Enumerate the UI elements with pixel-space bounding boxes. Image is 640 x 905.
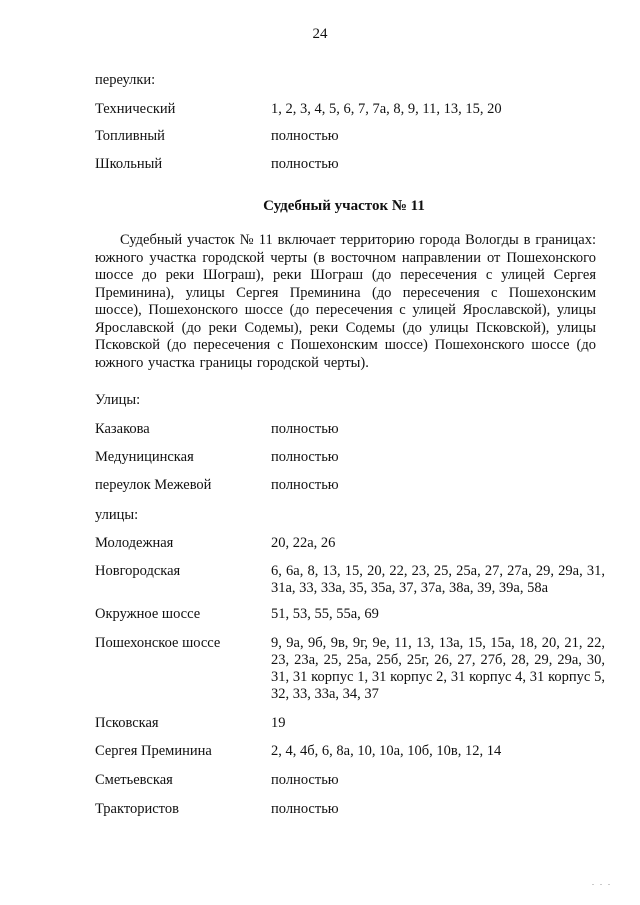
street-name: Трактористов (95, 801, 179, 817)
street-name: Новгородская (95, 563, 181, 579)
description-paragraph: Судебный участок № 11 включает территорию города Вологды в границах: южного участка городской черты (в восточном направлении от Пошехонского шоссе до реки Шограш), реки Шограш (до пересечения с улицей Сергея Преминина), улицы Сергея Преминина (до пересечения с Пошехонским шоссе), Пошехонского шоссе (до пересечения с улицей Ярославской), улицы Ярославской (до реки Содемы), реки Содемы (до улицы Псковской), улицы Псковской (до пересечения с Пошехонским шоссе) Пошехонского шоссе (до южного участка границы городской черты). (95, 232, 596, 371)
lane-value: полностью (271, 128, 339, 144)
lane-name: Топливный (95, 128, 165, 144)
street-value: 51, 53, 55, 55а, 69 (271, 606, 379, 622)
page-number: 24 (312, 26, 328, 42)
street-value: 20, 22а, 26 (271, 535, 336, 551)
street-name: Казакова (95, 421, 150, 437)
lane-name: Технический (95, 101, 176, 117)
street-value: 19 (271, 715, 286, 731)
street-value: полностью (271, 801, 339, 817)
street-value: 9, 9а, 9б, 9в, 9г, 9е, 11, 13, 13а, 15, 15а, 18, 20, 21, 22, 23, 23а, 25, 25а, 25б, 25г, 26, 27, 27б, 28, 29, 29а, 30, 31, 31 корпус 1, 31 корпус 2, 31 корпус 4, 31 корпус 5, 32, 33, 33а, 34, 37 (271, 635, 605, 702)
street-name: Псковская (95, 715, 159, 731)
street-name: Пошехонское шоссе (95, 635, 221, 651)
streets-label-full: Улицы: (95, 392, 141, 408)
street-value: полностью (271, 772, 339, 788)
lane-value: полностью (271, 156, 339, 172)
street-value: полностью (271, 421, 339, 437)
lane-value: 1, 2, 3, 4, 5, 6, 7, 7а, 8, 9, 11, 13, 15, 20 (271, 101, 502, 117)
scan-artifact-dots: . . . (592, 878, 612, 887)
section-title: Судебный участок № 11 (263, 198, 425, 214)
streets-label-partial: улицы: (95, 507, 139, 523)
lane-name: Школьный (95, 156, 163, 172)
street-value: 6, 6а, 8, 13, 15, 20, 22, 23, 25, 25а, 27, 27а, 29, 29а, 31, 31а, 33, 33а, 35, 35а, 37, 37а, 38а, 39, 39а, 58а (271, 563, 605, 596)
street-name: переулок Межевой (95, 477, 212, 493)
street-name: Сметьевская (95, 772, 173, 788)
street-value: полностью (271, 449, 339, 465)
street-value: полностью (271, 477, 339, 493)
street-name: Медуницинская (95, 449, 194, 465)
street-value: 2, 4, 4б, 6, 8а, 10, 10а, 10б, 10в, 12, 14 (271, 743, 502, 759)
street-name: Окружное шоссе (95, 606, 201, 622)
lanes-label: переулки: (95, 72, 156, 88)
street-name: Молодежная (95, 535, 174, 551)
street-name: Сергея Преминина (95, 743, 212, 759)
